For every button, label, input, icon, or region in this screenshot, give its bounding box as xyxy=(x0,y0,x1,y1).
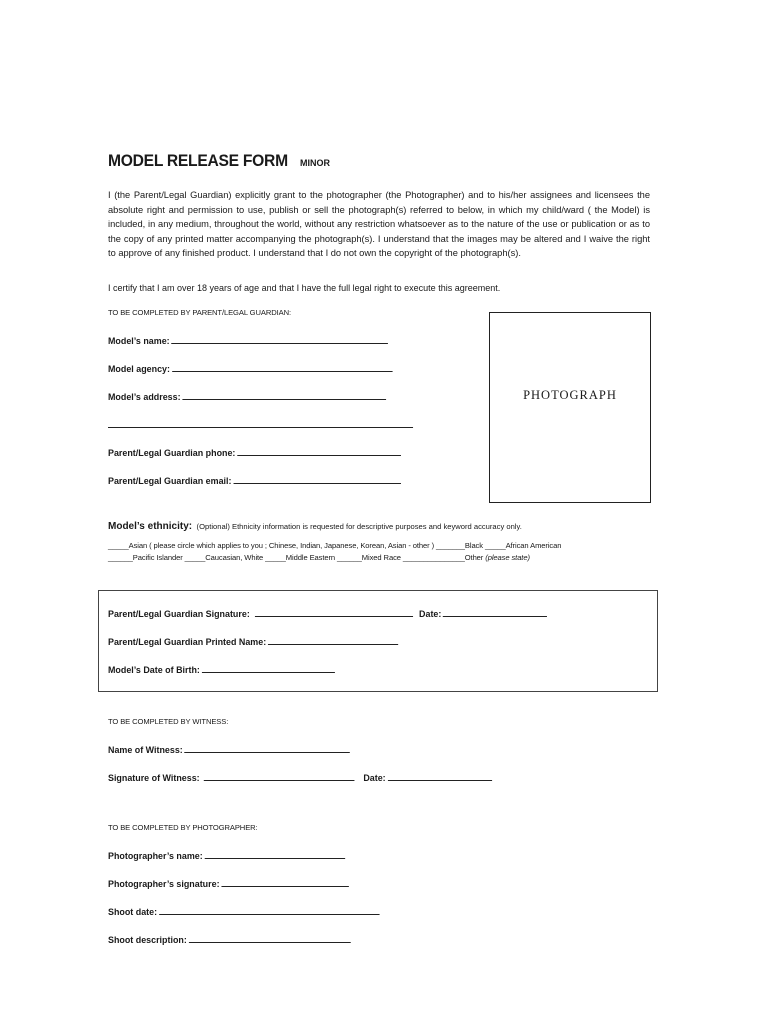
guardian-phone-line[interactable] xyxy=(237,446,401,456)
guardian-date-label: Date: xyxy=(419,609,442,620)
guardian-email-line[interactable] xyxy=(233,474,400,484)
grant-paragraph: I (the Parent/Legal Guardian) explicitly grant to the photographer (the Photographer) and to his/her assignees and licensees the absolute right and permission to use, publish or sell the photograph(s) referred to below, in which my child/ward ( the Model) is included, in any medium, throughout the world, without any restriction whatsoever as to the nature of the use or publication or as to the copy of any printed matter accompanying the photograph(s). I understand that the images may be altered and I waive the right to approve of any finished product. I understand that I do not own the copyright of the photograph(s). xyxy=(108,190,650,258)
guardian-signature-line[interactable] xyxy=(255,607,413,617)
model-agency-label: Model agency: xyxy=(108,364,170,375)
witness-signature-label: Signature of Witness: xyxy=(108,773,200,784)
model-name-line[interactable] xyxy=(172,334,389,344)
section-photographer-heading: TO BE COMPLETED BY PHOTOGRAPHER: xyxy=(108,823,258,832)
shoot-date-line[interactable] xyxy=(159,905,379,915)
witness-date-label: Date: xyxy=(363,773,386,784)
ethnicity-note: (Optional) Ethnicity information is requested for descriptive purposes and keyword accuracy only. xyxy=(196,522,522,531)
guardian-email-label: Parent/Legal Guardian email: xyxy=(108,476,232,487)
model-agency-line[interactable] xyxy=(172,362,392,372)
photographer-name-field[interactable] xyxy=(108,849,345,862)
guardian-printed-name-line[interactable] xyxy=(268,635,398,645)
guardian-phone-label: Parent/Legal Guardian phone: xyxy=(108,448,236,459)
ethnicity-options-line1[interactable]: _____Asian ( please circle which applies to you ; Chinese, Indian, Japanese, Korean, Asian - other ) _______Black _____African American xyxy=(108,541,562,550)
ethnicity-options-line2-text: ______Pacific Islander _____Caucasian, White _____Middle Eastern ______Mixed Race _______________Other xyxy=(108,553,484,562)
model-address-label: Model’s address: xyxy=(108,392,181,403)
certify-statement: I certify that I am over 18 years of age and that I have the full legal right to execute this agreement. xyxy=(108,283,501,293)
photograph-label: PHOTOGRAPH xyxy=(523,388,617,402)
guardian-signature-field[interactable] xyxy=(108,607,547,620)
form-title-sub: MINOR xyxy=(300,158,330,168)
model-agency-field[interactable] xyxy=(108,362,392,375)
form-title xyxy=(108,151,330,171)
form-title-main: MODEL RELEASE FORM xyxy=(108,151,288,170)
ethnicity-options-line2[interactable] xyxy=(108,553,530,562)
guardian-signature-label: Parent/Legal Guardian Signature: xyxy=(108,609,250,620)
photographer-signature-label: Photographer’s signature: xyxy=(108,879,220,890)
section-witness-heading: TO BE COMPLETED BY WITNESS: xyxy=(108,717,229,726)
shoot-date-field[interactable] xyxy=(108,905,379,918)
model-name-label: Model’s name: xyxy=(108,336,170,347)
model-name-field[interactable] xyxy=(108,334,388,347)
guardian-printed-name-label: Parent/Legal Guardian Printed Name: xyxy=(108,637,267,648)
guardian-email-field[interactable] xyxy=(108,474,401,487)
photograph-box xyxy=(489,312,651,503)
shoot-date-label: Shoot date: xyxy=(108,907,158,918)
model-address-line2-field[interactable] xyxy=(108,418,413,431)
witness-signature-field[interactable] xyxy=(108,771,492,784)
guardian-printed-name-field[interactable] xyxy=(108,635,398,648)
shoot-description-label: Shoot description: xyxy=(108,935,187,946)
witness-date-line[interactable] xyxy=(387,771,491,781)
shoot-description-line[interactable] xyxy=(189,933,351,943)
section-parent-heading: TO BE COMPLETED BY PARENT/LEGAL GUARDIAN: xyxy=(108,308,291,317)
witness-signature-line[interactable] xyxy=(203,771,354,781)
guardian-phone-field[interactable] xyxy=(108,446,401,459)
model-address-line[interactable] xyxy=(182,390,386,400)
model-address-line2[interactable] xyxy=(108,418,413,428)
photographer-name-label: Photographer’s name: xyxy=(108,851,203,862)
witness-name-line[interactable] xyxy=(185,743,351,753)
guardian-date-line[interactable] xyxy=(443,607,547,617)
model-dob-label: Model’s Date of Birth: xyxy=(108,665,200,676)
model-dob-line[interactable] xyxy=(202,663,335,673)
model-address-field[interactable] xyxy=(108,390,386,403)
photographer-name-line[interactable] xyxy=(205,849,345,859)
model-dob-field[interactable] xyxy=(108,663,335,676)
photographer-signature-line[interactable] xyxy=(221,877,348,887)
ethnicity-options-line2-italic: (please state) xyxy=(485,553,530,562)
witness-name-label: Name of Witness: xyxy=(108,745,183,756)
ethnicity-label: Model’s ethnicity: xyxy=(108,521,193,532)
ethnicity-row xyxy=(108,516,522,534)
witness-name-field[interactable] xyxy=(108,743,350,756)
shoot-description-field[interactable] xyxy=(108,933,350,946)
photographer-signature-field[interactable] xyxy=(108,877,349,890)
